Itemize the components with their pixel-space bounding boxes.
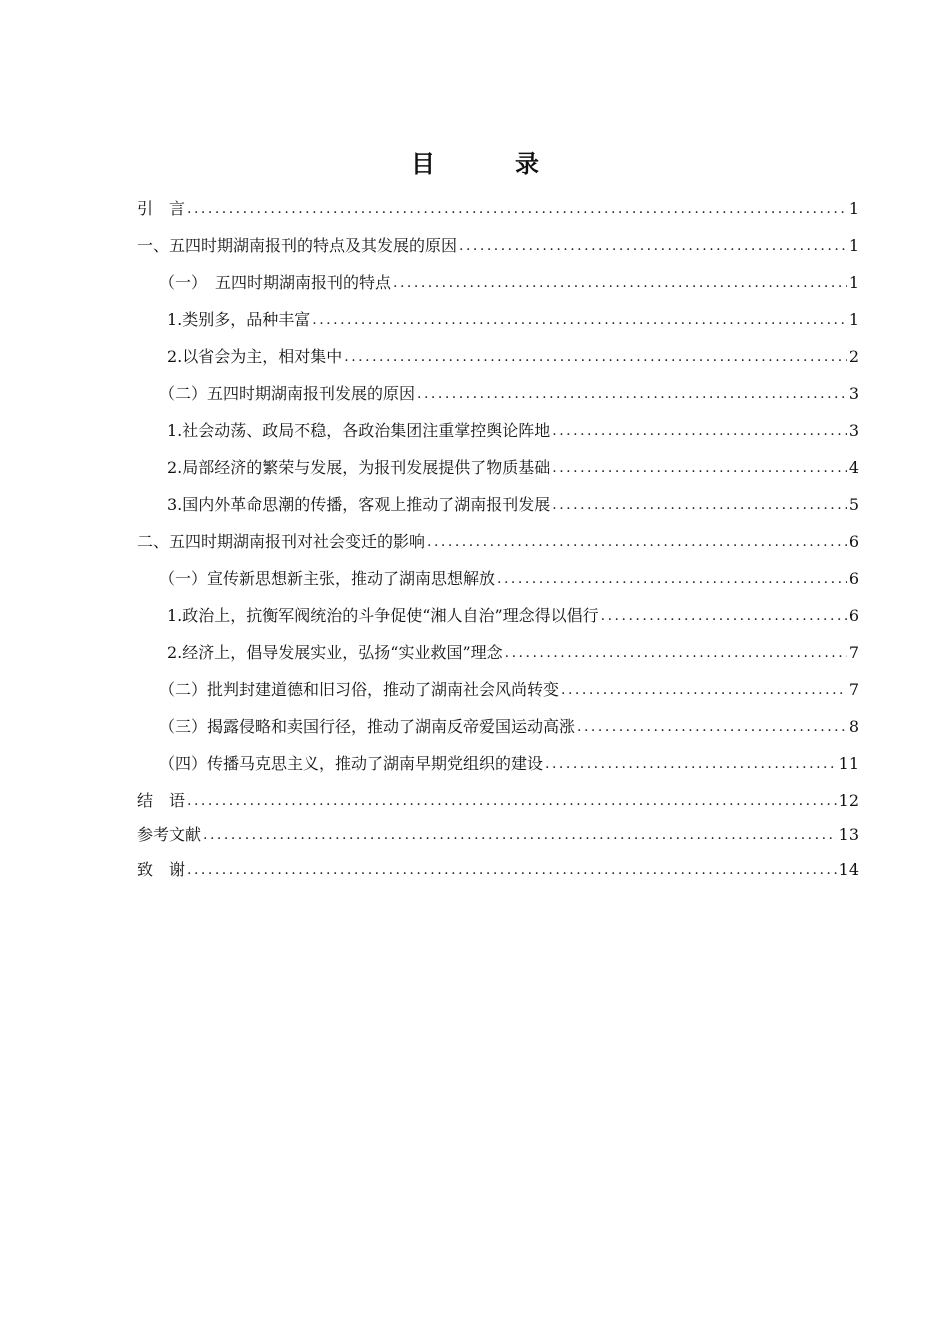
toc-entry-label: （二）批判封建道德和旧习俗，推动了湖南社会风尚转变 — [159, 679, 560, 699]
toc-entry-label: （二）五四时期湖南报刊发展的原因 — [159, 383, 416, 403]
toc-entry-page: 1 — [848, 309, 859, 329]
toc-leader-dots — [203, 825, 837, 845]
toc-entry-page: 13 — [838, 825, 859, 844]
page-title: 目 录 — [411, 149, 567, 178]
toc-entry-label: 引 言 — [137, 198, 186, 218]
toc-leader-dots — [497, 569, 847, 589]
toc-leader-dots — [427, 532, 847, 552]
toc-entry-chapter-1[interactable] — [137, 227, 859, 264]
toc-entry-page: 3 — [848, 420, 859, 440]
toc-entry-label: 一、五四时期湖南报刊的特点及其发展的原因 — [137, 235, 458, 255]
toc-entry-label: 参考文献 — [137, 825, 202, 844]
toc-entry-label: 2.局部经济的繁荣与发展，为报刊发展提供了物质基础 — [167, 457, 551, 477]
toc-entry-sub-1-2-1[interactable] — [137, 412, 859, 449]
toc-entry-sub-1-1-2[interactable] — [137, 338, 859, 375]
toc-entry-label: 2.经济上，倡导发展实业，弘扬“实业救国”理念 — [167, 642, 503, 662]
toc-entry-page: 5 — [848, 494, 859, 514]
toc-leader-dots — [459, 236, 847, 256]
toc-entry-label: 2.以省会为主，相对集中 — [167, 346, 343, 366]
toc-entry-references[interactable] — [137, 819, 859, 851]
toc-entry-section-2-2[interactable] — [137, 671, 859, 708]
toc-entry-label: 结 语 — [137, 790, 186, 810]
toc-entry-page: 7 — [848, 679, 859, 699]
toc-entry-label: （一） 五四时期湖南报刊的特点 — [159, 272, 392, 292]
toc-entry-page: 7 — [848, 642, 859, 662]
toc-leader-dots — [577, 717, 847, 737]
toc-entry-label: （三）揭露侵略和卖国行径，推动了湖南反帝爱国运动高涨 — [159, 716, 576, 736]
toc-entry-section-2-4[interactable] — [137, 745, 859, 782]
toc-leader-dots — [561, 680, 847, 700]
toc-entry-label: 1.政治上，抗衡军阀统治的斗争促使“湘人自治”理念得以倡行 — [167, 605, 599, 625]
toc-entry-page: 2 — [848, 346, 859, 366]
toc-leader-dots — [187, 791, 837, 811]
toc-leader-dots — [552, 458, 847, 478]
toc-leader-dots — [505, 643, 847, 663]
toc-leader-dots — [552, 495, 847, 515]
toc-entry-label: 二、五四时期湖南报刊对社会变迁的影响 — [137, 531, 426, 551]
toc-entry-page: 6 — [848, 568, 859, 588]
toc-entry-page: 14 — [838, 859, 859, 879]
toc-leader-dots — [545, 754, 837, 774]
toc-list — [137, 190, 859, 888]
toc-entry-intro[interactable] — [137, 190, 859, 227]
toc-entry-sub-2-1-1[interactable] — [137, 597, 859, 634]
toc-entry-page: 12 — [838, 790, 859, 810]
toc-entry-page: 1 — [848, 198, 859, 218]
toc-entry-label: 1.类别多，品种丰富 — [167, 309, 311, 329]
toc-leader-dots — [601, 606, 847, 626]
toc-leader-dots — [393, 273, 847, 293]
toc-entry-page: 4 — [848, 457, 859, 477]
toc-entry-page: 8 — [848, 716, 859, 736]
toc-leader-dots — [187, 199, 847, 219]
toc-leader-dots — [312, 310, 847, 330]
toc-entry-label: 3.国内外革命思潮的传播，客观上推动了湖南报刊发展 — [167, 494, 551, 514]
toc-leader-dots — [187, 860, 837, 880]
toc-entry-label: 致 谢 — [137, 859, 186, 879]
toc-entry-conclusion[interactable] — [137, 782, 859, 819]
toc-entry-sub-2-1-2[interactable] — [137, 634, 859, 671]
toc-leader-dots — [417, 384, 847, 404]
toc-entry-chapter-2[interactable] — [137, 523, 859, 560]
toc-leader-dots — [344, 347, 847, 367]
toc-entry-sub-1-2-2[interactable] — [137, 449, 859, 486]
toc-entry-label: （四）传播马克思主义，推动了湖南早期党组织的建设 — [159, 753, 544, 773]
toc-entry-section-1-1[interactable] — [137, 264, 859, 301]
toc-entry-page: 1 — [848, 272, 859, 292]
toc-entry-section-2-3[interactable] — [137, 708, 859, 745]
toc-entry-sub-1-2-3[interactable] — [137, 486, 859, 523]
toc-entry-sub-1-1-1[interactable] — [137, 301, 859, 338]
toc-entry-page: 6 — [848, 605, 859, 625]
toc-entry-acknowledgements[interactable] — [137, 851, 859, 888]
toc-leader-dots — [552, 421, 847, 441]
toc-entry-page: 3 — [848, 383, 859, 403]
toc-entry-label: 1.社会动荡、政局不稳，各政治集团注重掌控舆论阵地 — [167, 420, 551, 440]
toc-entry-section-2-1[interactable] — [137, 560, 859, 597]
toc-entry-page: 11 — [838, 753, 859, 773]
toc-entry-label: （一）宣传新思想新主张，推动了湖南思想解放 — [159, 568, 496, 588]
toc-entry-page: 1 — [848, 235, 859, 255]
toc-entry-section-1-2[interactable] — [137, 375, 859, 412]
toc-entry-page: 6 — [848, 531, 859, 551]
